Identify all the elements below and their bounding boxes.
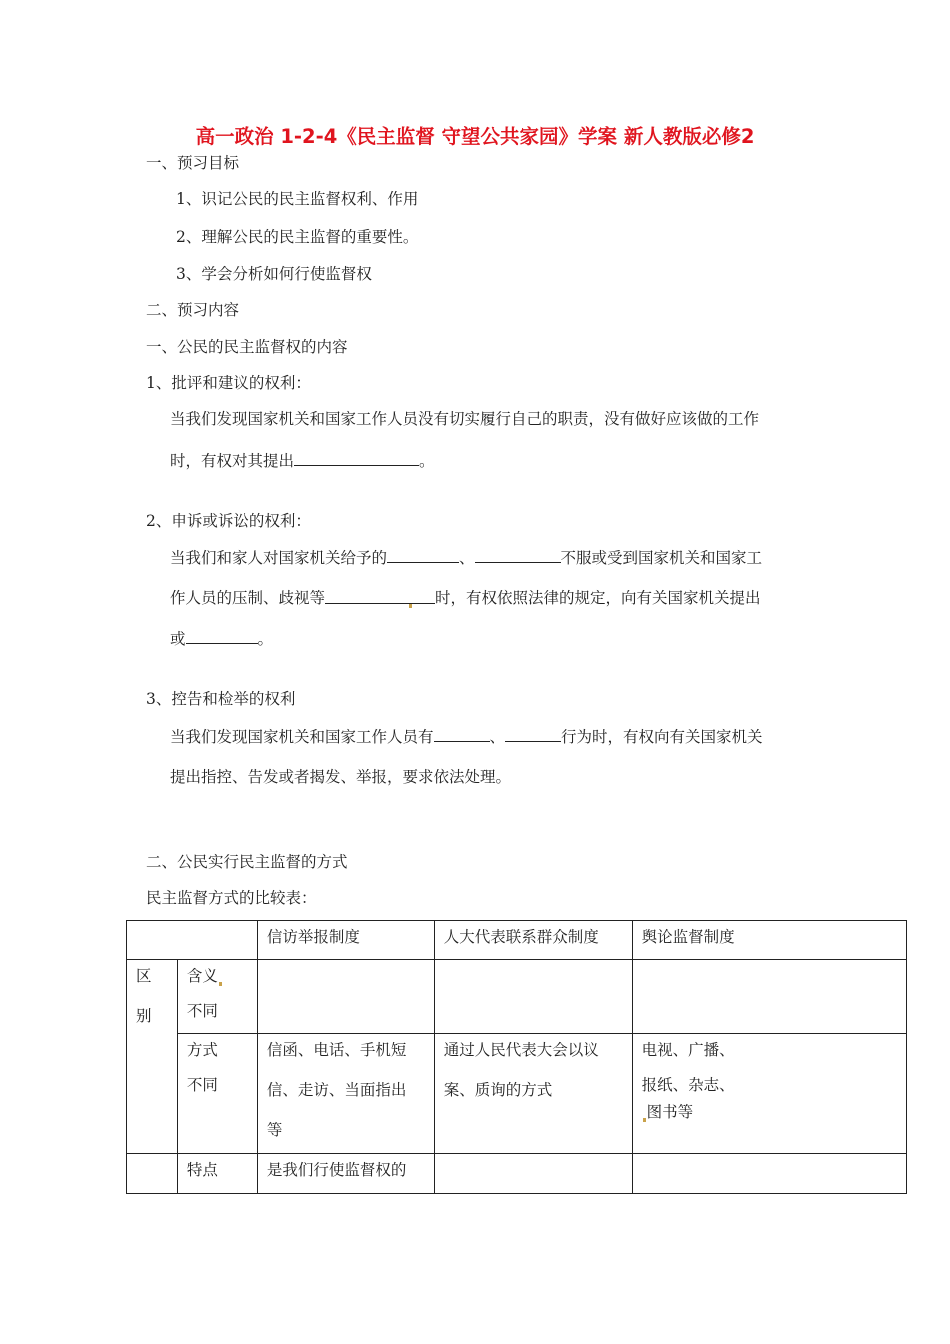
table-cell[interactable] [434, 960, 632, 1034]
fill-blank[interactable] [294, 450, 419, 466]
cell-text: 信、走访、当面指出 [266, 1081, 407, 1099]
table-row [127, 1154, 907, 1194]
cell-text: 图书等 [642, 1102, 897, 1122]
part1-heading: 一、公民的民主监督权的内容 [146, 338, 348, 356]
table-header-empty [127, 921, 258, 960]
table-cell [434, 1034, 632, 1154]
cell-text: 是我们行使监督权的 [266, 1161, 407, 1179]
goals-heading: 一、预习目标 [146, 154, 240, 172]
mark-dot [409, 604, 412, 608]
row-label: 不同 [186, 1076, 218, 1094]
right1-text-2: 时，有权对其提出 。 [170, 452, 435, 470]
part2-heading: 二、公民实行民主监督的方式 [146, 853, 348, 871]
fill-blank[interactable] [475, 547, 561, 563]
cell-text: 信函、电话、手机短 [266, 1041, 407, 1059]
right2-text-1: 当我们和家人对国家机关给予的 、 不服或受到国家机关和国家工 [170, 549, 763, 567]
fill-blank[interactable] [434, 726, 490, 742]
fill-blank[interactable] [186, 628, 258, 644]
cell-text: 电视、广播、 [641, 1041, 735, 1059]
cell-text: 报纸、杂志、 [641, 1076, 735, 1094]
row-label-cell [177, 1154, 257, 1194]
right2-heading: 2、申诉或诉讼的权利： [146, 512, 311, 530]
table-cell [127, 1154, 178, 1194]
page-title: 高一政治 1-2-4《民主监督 守望公共家园》学案 新人教版必修2 [195, 125, 755, 148]
cell-text: 通过人民代表大会以议 [443, 1041, 599, 1059]
row-label-cell [177, 960, 257, 1034]
table-row [127, 1034, 907, 1154]
table-header: 人大代表联系群众制度 [434, 921, 632, 960]
row-label: 方式 [186, 1041, 218, 1059]
goal-item-3: 3、学会分析如何行使监督权 [176, 265, 372, 283]
table-cell[interactable] [434, 1154, 632, 1194]
mark-dot [643, 1118, 646, 1122]
table-caption: 民主监督方式的比较表： [146, 889, 317, 907]
group-label: 区 [136, 967, 152, 985]
right1-text: 当我们发现国家机关和国家工作人员没有切实履行自己的职责，没有做好应该做的工作 [170, 410, 760, 428]
table-header-row [127, 921, 907, 960]
table-cell[interactable] [257, 960, 434, 1034]
right3-text-1: 当我们发现国家机关和国家工作人员有 、 行为时，有权向有关国家机关 [170, 728, 763, 746]
row-label-cell [177, 1034, 257, 1154]
group-label-cell [127, 960, 178, 1154]
row-label: 不同 [186, 1002, 218, 1020]
fill-blank[interactable] [387, 547, 459, 563]
right2-text-3: 或 。 [170, 630, 274, 648]
table-row [127, 960, 907, 1034]
group-label: 别 [136, 1007, 152, 1025]
table-header: 信访举报制度 [257, 921, 434, 960]
table-cell[interactable] [632, 960, 906, 1034]
goal-item-2: 2、理解公民的民主监督的重要性。 [176, 228, 419, 246]
right2-text-2: 作人员的压制、歧视等 时，有权依照法律的规定，向有关国家机关提出 [170, 589, 761, 607]
content-heading: 二、预习内容 [146, 301, 240, 319]
cell-text: 等 [266, 1121, 283, 1139]
right1-heading: 1、批评和建议的权利： [146, 374, 311, 392]
comparison-table [126, 920, 907, 1194]
table-header: 舆论监督制度 [632, 921, 906, 960]
fill-blank[interactable] [325, 588, 435, 604]
cell-text: 案、质询的方式 [443, 1081, 553, 1099]
row-label: 含义 [187, 966, 248, 986]
table-cell [632, 1034, 906, 1154]
table-cell [257, 1034, 434, 1154]
goal-item-1: 1、识记公民的民主监督权利、作用 [176, 190, 419, 208]
table-cell [257, 1154, 434, 1194]
right3-text-2: 提出指控、告发或者揭发、举报，要求依法处理。 [170, 768, 512, 786]
row-label: 特点 [186, 1161, 218, 1179]
right3-heading: 3、控告和检举的权利 [146, 690, 296, 708]
fill-blank[interactable] [505, 726, 561, 742]
mark-dot [219, 982, 222, 986]
table-cell[interactable] [632, 1154, 906, 1194]
